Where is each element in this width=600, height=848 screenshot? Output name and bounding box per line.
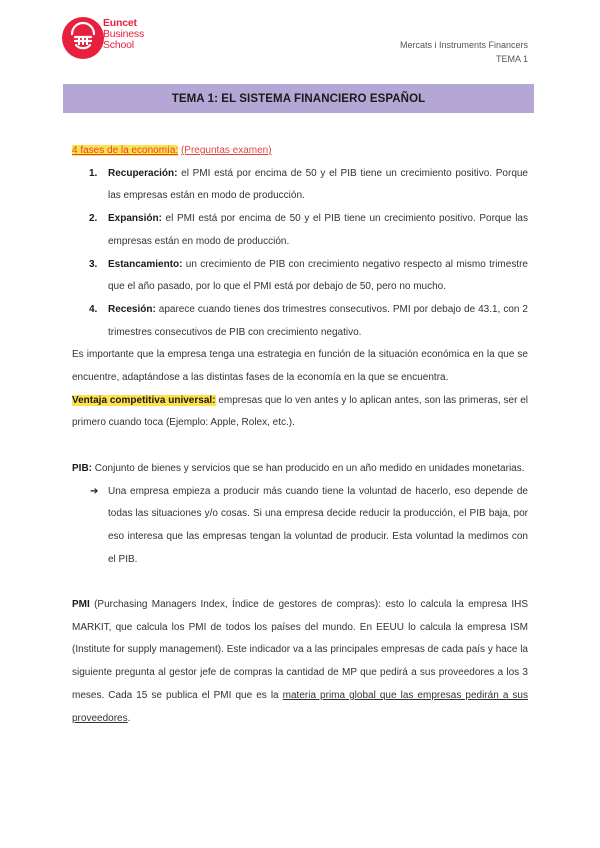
list-item [72, 299, 528, 344]
pmi-underlined-text: materia prima global que las empresas pedirán a sus proveedores [72, 689, 528, 724]
spacer [72, 571, 528, 594]
list-item [72, 208, 528, 253]
ventaja-paragraph [72, 390, 528, 435]
pib-term: PIB: [72, 462, 92, 474]
pmi-text: (Purchasing Managers Index, Índice de gestores de compras): esto lo calcula la empresa IHS MARKIT, que calcula los PMI de todos los países del mundo. En EEUU lo calcula la empresa ISM (Institute for supply management). Este indicador va a las principales empresas de cada país y hace la siguiente pregunta al gestor jefe de compras la cantidad de MP que pedirá a sus proveedores a los 3 meses. Cada 15 se publica el PMI que es la [72, 599, 528, 701]
pmi-paragraph [72, 594, 528, 730]
ventaja-text: empresas que lo ven antes y lo aplican antes, son las primeras, ser el primero cuando toca (Ejemplo: Apple, Rolex, etc.). [72, 394, 529, 429]
list-text: el PMI está por encima de 50 y el PIB tiene un crecimiento positivo. Porque las empresas están en modo de producción. [108, 213, 528, 247]
euncet-logo-wordmark [103, 18, 144, 51]
list-term: Recesión: [108, 303, 156, 315]
list-number: 2. [89, 213, 98, 225]
page-title: TEMA 1: EL SISTEMA FINANCIERO ESPAÑOL [171, 92, 426, 105]
unit-label: TEMA 1 [495, 54, 528, 64]
list-number: 1. [89, 167, 98, 179]
pib-bullet-list [72, 481, 528, 572]
fases-exam-note: (Preguntas examen) [180, 145, 272, 156]
fases-heading: 4 fases de la economía: [72, 145, 179, 156]
list-number: 3. [89, 258, 98, 270]
euncet-logo [62, 17, 154, 59]
euncet-logo-mark-icon [62, 17, 104, 59]
title-banner [63, 84, 534, 113]
document-body [72, 140, 528, 730]
spacer [72, 435, 528, 458]
pmi-end: . [127, 712, 131, 724]
estrategia-paragraph: Es importante que la empresa tenga una estrategia en función de la situación económica en la que se encuentre, adaptándose a las distintas fases de la economía en la que se encuentra. [72, 349, 528, 384]
pib-text: Conjunto de bienes y servicios que se han producido en un año medido en unidades monetarias. [92, 462, 525, 474]
list-term: Recuperación: [108, 167, 178, 179]
page-header-info [400, 38, 528, 66]
pmi-term: PMI [72, 599, 90, 611]
fases-list [72, 163, 528, 345]
pib-bullet-text: Una empresa empieza a producir más cuando tiene la voluntad de hacerlo, eso depende de todas las situaciones y/o cosas. Si una empresa decide reducir la producción, el PIB baja, por eso interesa que las empresas tengan la voluntad de producir. Esta voluntad la medimos con el PIB. [108, 485, 528, 565]
list-text: un crecimiento de PIB con crecimiento negativo respecto al mismo trimestre que el año pasado, por lo que el PMI está por debajo de 50, pero no mucho. [108, 258, 528, 293]
arrow-icon: ➔ [90, 485, 99, 497]
list-item [72, 254, 528, 299]
list-number: 4. [89, 303, 98, 315]
course-name: Mercats i Instruments Financers [399, 40, 528, 50]
list-item [72, 481, 528, 572]
logo-line-1: Euncet [103, 17, 137, 29]
list-text: el PMI está por encima de 50 y el PIB tiene un crecimiento positivo. Porque las empresas están en modo de producción. [108, 167, 528, 202]
list-term: Expansión: [108, 213, 162, 225]
logo-line-2: Business [103, 28, 145, 40]
list-item [72, 163, 528, 208]
ventaja-term: Ventaja competitiva universal: [72, 394, 216, 406]
list-term: Estancamiento: [108, 258, 183, 270]
pib-paragraph [72, 458, 528, 481]
list-text: aparece cuando tienes dos trimestres consecutivos. PMI por debajo de 43.1, con 2 trimestres consecutivos de PIB con crecimiento negativo. [108, 303, 528, 338]
logo-line-3: School [103, 39, 134, 51]
fases-heading-line [72, 140, 528, 163]
